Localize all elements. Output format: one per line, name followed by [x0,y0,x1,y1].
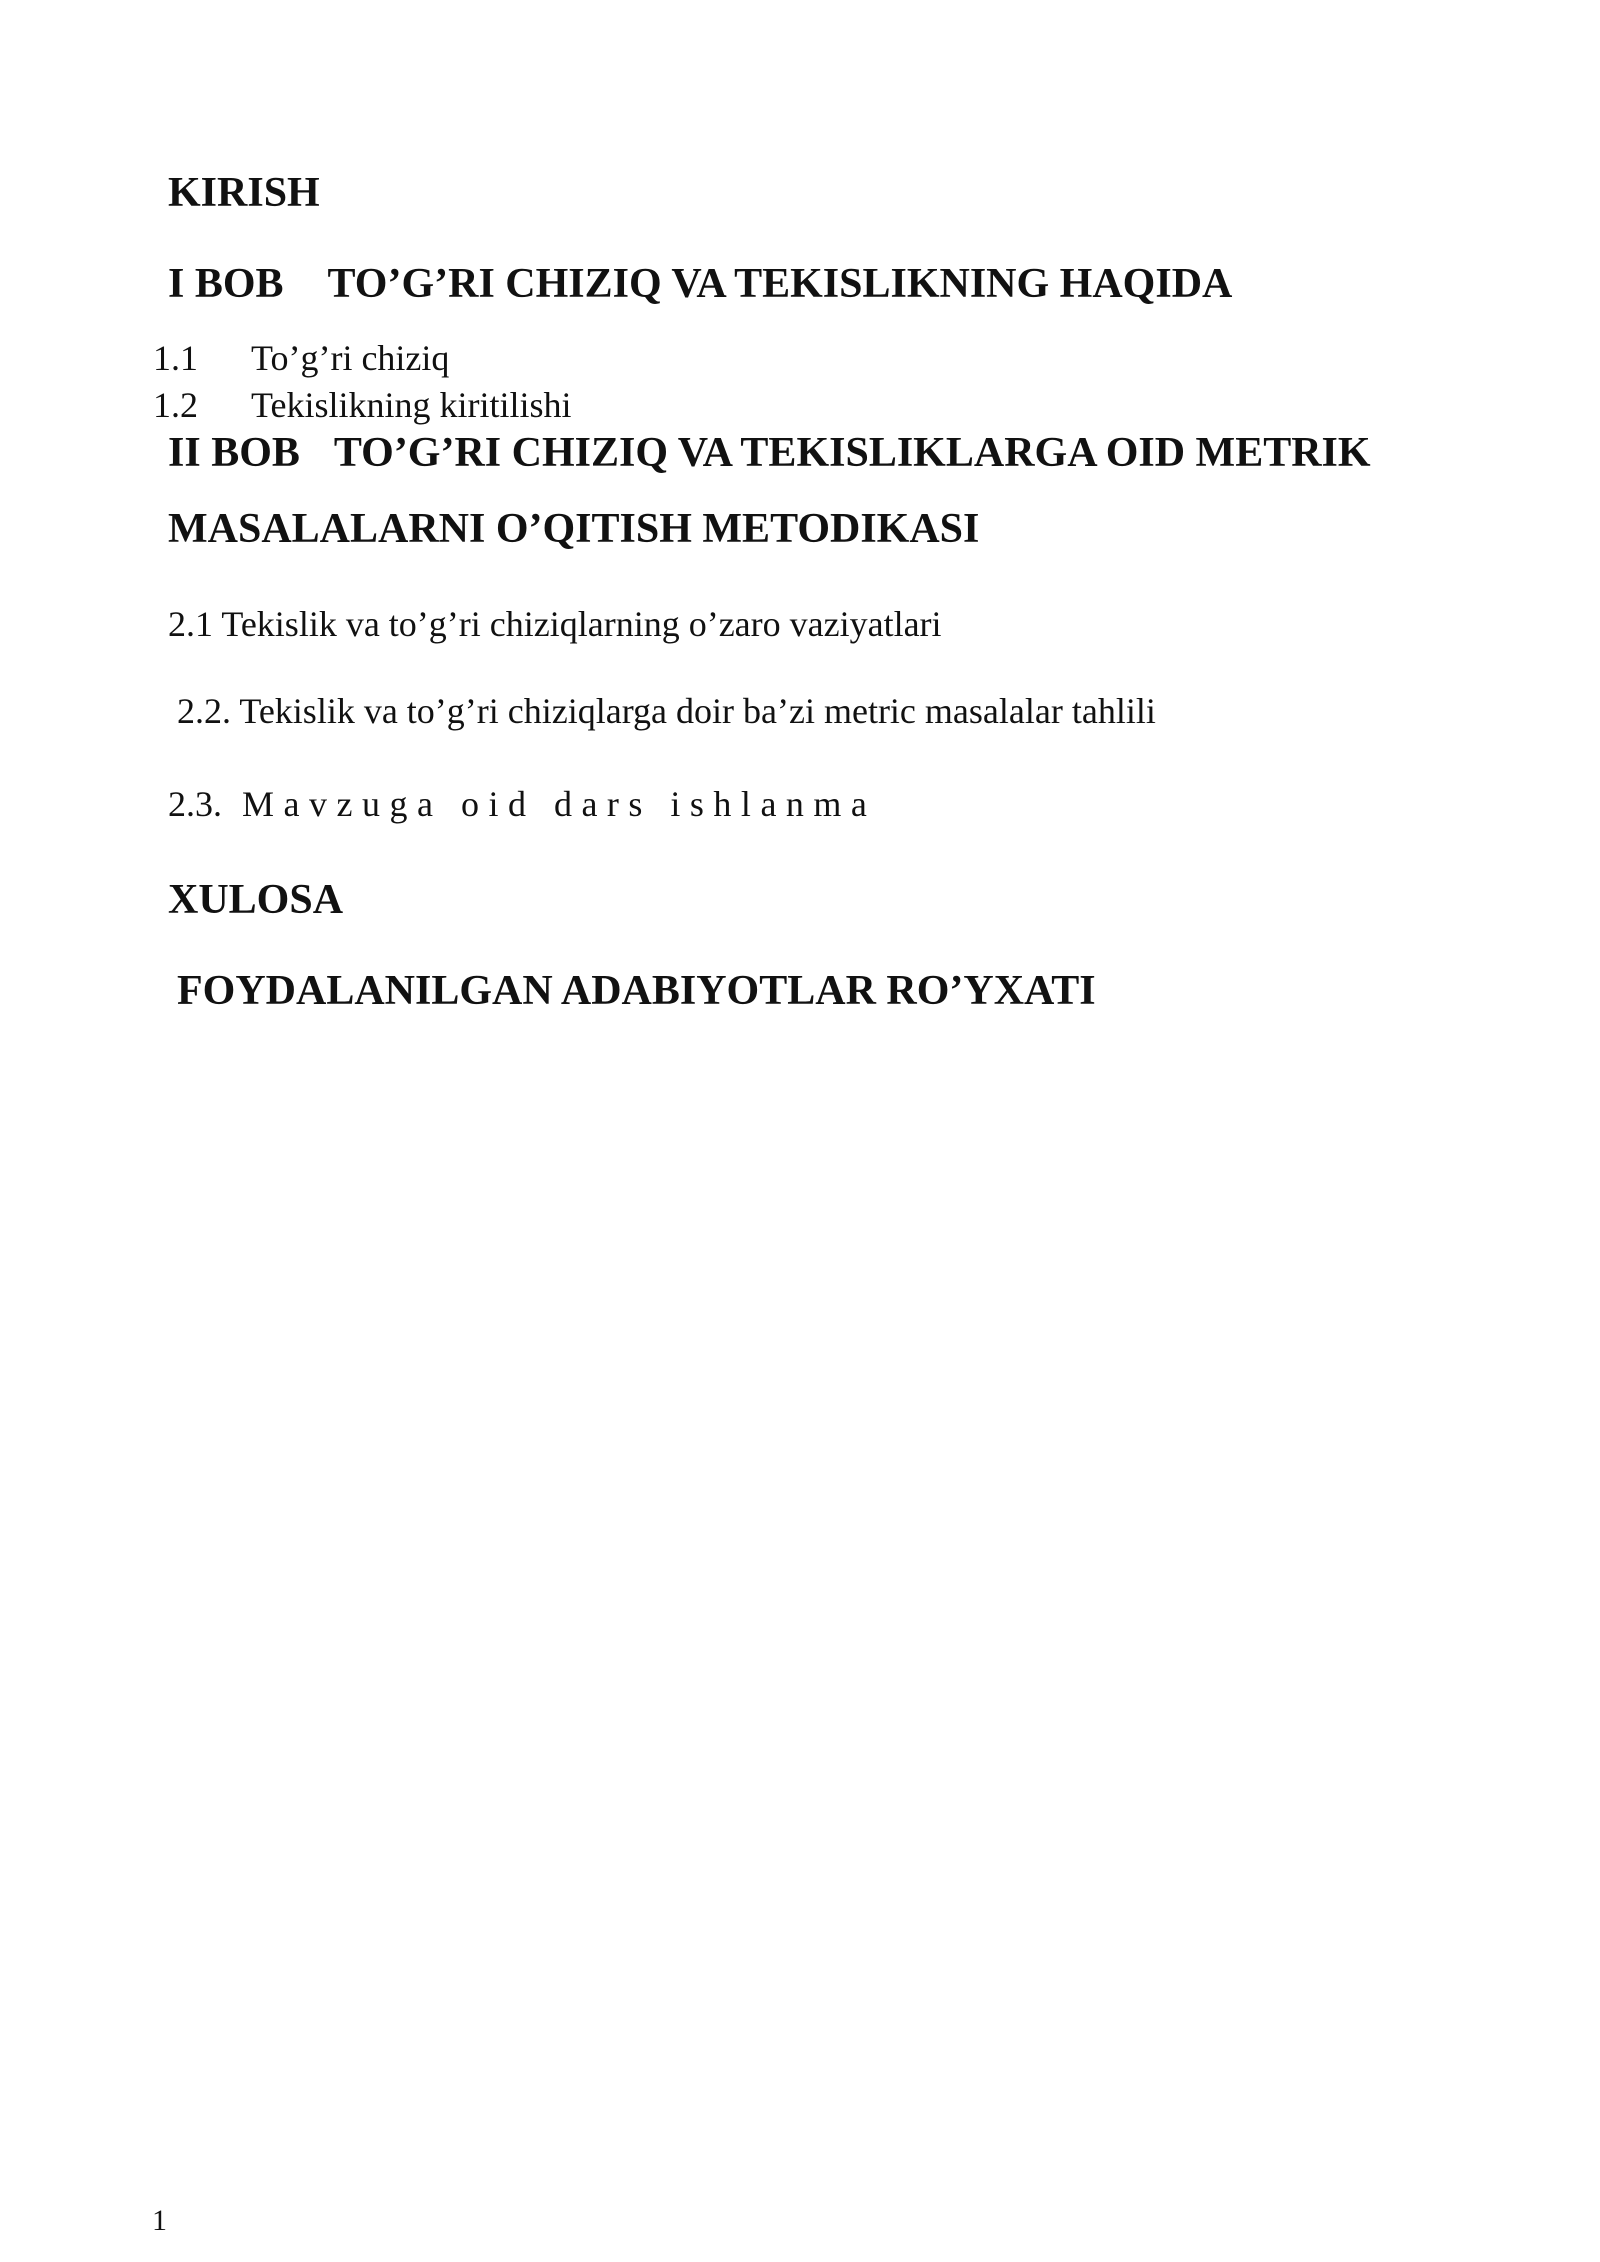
toc-item-2-3 [168,786,876,822]
toc-item-text: To’g’ri chiziq [251,338,450,378]
toc-item-number: 1.1 [153,338,198,378]
toc-item-number: 1.2 [153,385,198,425]
toc-item-text: Tekislikning kiritilishi [251,385,572,425]
toc-intro-heading: KIRISH [168,170,320,216]
toc-chapter2-heading-continued: MASALALARNI O’QITISH METODIKASI [168,506,980,552]
page-number: 1 [152,2204,167,2237]
toc-item-text: Mavzuga oid dars ishlanma [242,784,877,824]
chapter1-label: I BOB [168,261,284,307]
toc-item-2-1: 2.1 Tekislik va to’g’ri chiziqlarning o’zaro vaziyatlari [168,604,942,644]
toc-item-2-2: 2.2. Tekislik va to’g’ri chiziqlarga doir ba’zi metric masalalar tahlili [177,691,1156,731]
toc-chapter2-heading [168,432,1371,474]
chapter2-label: II BOB [168,430,300,476]
toc-conclusion-heading: XULOSA [168,877,344,923]
toc-item-1-2 [153,387,571,423]
toc-item-1-1 [153,340,449,376]
chapter2-title: TO’G’RI CHIZIQ VA TEKISLIKLARGA OID METRIK [333,430,1371,476]
chapter1-title: TO’G’RI CHIZIQ VA TEKISLIKNING HAQIDA [327,261,1233,307]
toc-references-heading: FOYDALANILGAN ADABIYOTLAR RO’YXATI [177,968,1096,1014]
toc-item-number: 2.3. [168,784,222,824]
toc-chapter1-heading [168,263,1232,305]
